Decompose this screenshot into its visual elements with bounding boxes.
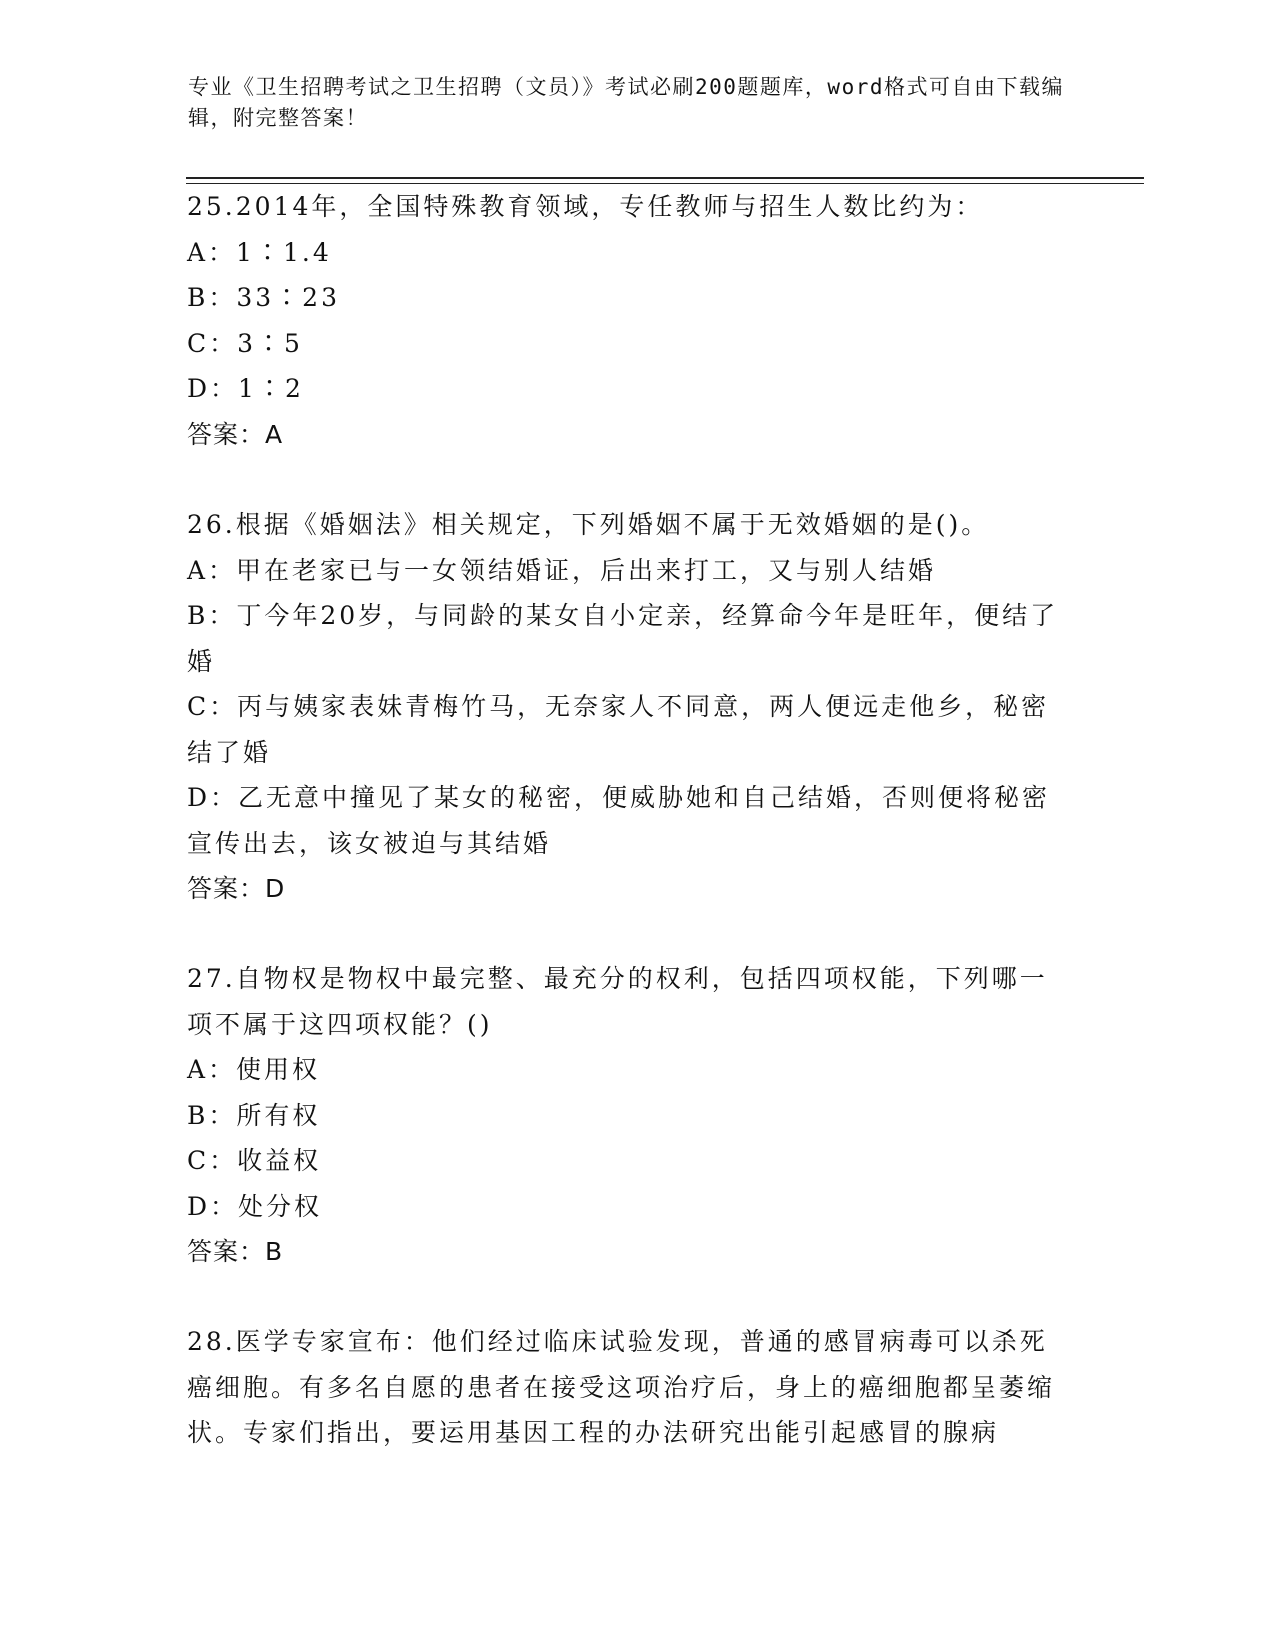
answer-line: 答案：D	[187, 874, 286, 903]
option-b: B：所有权	[187, 1100, 321, 1130]
question-26	[187, 502, 1067, 912]
option-b: B：丁今年20岁，与同龄的某女自小定亲，经算命今年是旺年，便结了婚	[187, 601, 1059, 676]
option-d: D：处分权	[187, 1191, 323, 1221]
option-a: A：甲在老家已与一女领结婚证，后出来打工，又与别人结婚	[187, 555, 937, 585]
question-25	[187, 184, 1067, 457]
question-stem: 26.根据《婚姻法》相关规定，下列婚姻不属于无效婚姻的是()。	[187, 510, 990, 539]
option-c: C：3∶5	[187, 328, 303, 358]
answer-line: 答案：A	[187, 419, 284, 449]
answer-line: 答案：B	[187, 1237, 284, 1266]
option-b: B：33∶23	[187, 283, 340, 312]
question-27	[187, 956, 1067, 1275]
option-c: C：丙与姨家表妹青梅竹马，无奈家人不同意，两人便远走他乡，秘密结了婚	[187, 692, 1050, 767]
question-28	[187, 1319, 1067, 1456]
option-d: D：乙无意中撞见了某女的秘密，便威胁她和自己结婚，否则便将秘密宣传出去，该女被迫与其结婚	[187, 783, 1051, 858]
header-text: 专业《卫生招聘考试之卫生招聘（文员）》考试必刷200题题库，word格式可自由下载编辑，附完整答案！	[188, 75, 1064, 130]
option-d: D：1∶2	[187, 374, 304, 403]
option-c: C：收益权	[187, 1146, 322, 1175]
option-a: A：1∶1.4	[187, 237, 332, 267]
question-stem: 25.2014年，全国特殊教育领域，专任教师与招生人数比约为：	[187, 192, 984, 221]
document-header	[188, 72, 1068, 134]
question-stem: 28.医学专家宣布：他们经过临床试验发现，普通的感冒病毒可以杀死癌细胞。有多名自愿的患者在接受这项治疗后，身上的癌细胞都呈萎缩状。专家们指出，要运用基因工程的办法研究出能引起感冒的腺病	[187, 1327, 1056, 1447]
header-rule-thick	[186, 177, 1144, 179]
question-stem: 27.自物权是物权中最完整、最充分的权利，包括四项权能，下列哪一项不属于这四项权能？()	[187, 964, 1048, 1039]
option-a: A：使用权	[187, 1055, 321, 1084]
